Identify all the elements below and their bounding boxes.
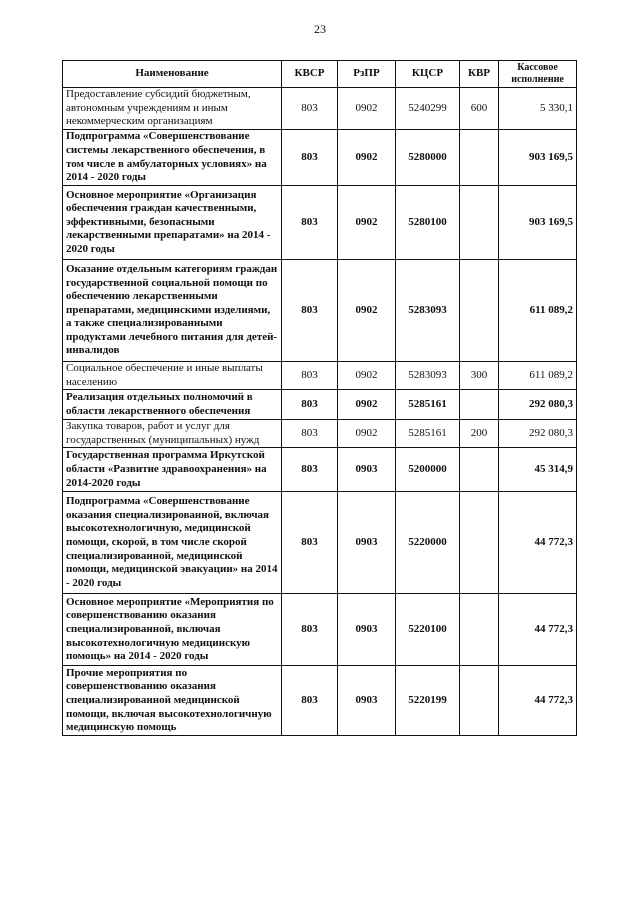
row-rzpr: 0903 <box>338 594 396 666</box>
row-kcsr: 5283093 <box>396 362 460 390</box>
row-kvr <box>460 448 499 492</box>
row-amount: 903 169,5 <box>499 186 577 260</box>
row-kvsr: 803 <box>282 594 338 666</box>
row-amount: 611 089,2 <box>499 260 577 362</box>
row-name: Государственная программа Иркутской области «Развитие здравоохранения» на 2014-2020 годы <box>63 448 282 492</box>
row-kvr: 200 <box>460 420 499 448</box>
row-name: Социальное обеспечение и иные выплаты населению <box>63 362 282 390</box>
row-kvsr: 803 <box>282 130 338 186</box>
row-kvr: 600 <box>460 88 499 130</box>
row-kvsr: 803 <box>282 492 338 594</box>
row-amount: 5 330,1 <box>499 88 577 130</box>
table-row <box>63 594 577 666</box>
row-name: Реализация отдельных полномочий в области лекарственного обеспечения <box>63 390 282 420</box>
row-rzpr: 0902 <box>338 390 396 420</box>
table-row <box>63 390 577 420</box>
page-number: 23 <box>314 22 326 36</box>
row-rzpr: 0903 <box>338 666 396 736</box>
header-kvr: КВР <box>460 61 499 88</box>
row-rzpr: 0902 <box>338 186 396 260</box>
header-kvsr: КВСР <box>282 61 338 88</box>
row-rzpr: 0902 <box>338 88 396 130</box>
row-kcsr: 5285161 <box>396 390 460 420</box>
table-row <box>63 260 577 362</box>
row-kvsr: 803 <box>282 666 338 736</box>
row-kcsr: 5220199 <box>396 666 460 736</box>
row-kcsr: 5220100 <box>396 594 460 666</box>
row-kvr <box>460 594 499 666</box>
row-kvr <box>460 492 499 594</box>
row-kcsr: 5280100 <box>396 186 460 260</box>
row-kvsr: 803 <box>282 448 338 492</box>
header-name: Наименование <box>63 61 282 88</box>
row-amount: 611 089,2 <box>499 362 577 390</box>
table-row <box>63 448 577 492</box>
row-name: Предоставление субсидий бюджетным, автономным учреждениям и иным некоммерческим организациям <box>63 88 282 130</box>
row-kcsr: 5280000 <box>396 130 460 186</box>
row-name: Прочие мероприятия по совершенствованию оказания специализированной медицинской помощи, включая высокотехнологичную медицинскую помощь <box>63 666 282 736</box>
row-kvsr: 803 <box>282 390 338 420</box>
row-name: Подпрограмма «Совершенствование системы лекарственного обеспечения, в том числе в амбулаторных условиях» на 2014 - 2020 годы <box>63 130 282 186</box>
row-rzpr: 0903 <box>338 492 396 594</box>
table-row <box>63 186 577 260</box>
table-row <box>63 130 577 186</box>
row-name: Основное мероприятие «Мероприятия по совершенствованию оказания специализированной, включая высокотехнологичную медицинскую помощь» на 2014 - 2020 годы <box>63 594 282 666</box>
row-kvsr: 803 <box>282 88 338 130</box>
row-kcsr: 5285161 <box>396 420 460 448</box>
row-name: Основное мероприятие «Организация обеспечения граждан качественными, эффективными, безопасными лекарственными препаратами» на 2014 - 2020 годы <box>63 186 282 260</box>
row-amount: 45 314,9 <box>499 448 577 492</box>
table-row <box>63 666 577 736</box>
table-row <box>63 362 577 390</box>
row-kvsr: 803 <box>282 186 338 260</box>
row-name: Оказание отдельным категориям граждан государственной социальной помощи по обеспечению лекарственными препаратами, медицинскими изделиями, а также специализированными продуктами лечебного питания для детей-инвалидов <box>63 260 282 362</box>
row-amount: 44 772,3 <box>499 666 577 736</box>
row-kvsr: 803 <box>282 260 338 362</box>
row-kvr <box>460 130 499 186</box>
row-kcsr: 5220000 <box>396 492 460 594</box>
table-row <box>63 492 577 594</box>
row-kcsr: 5283093 <box>396 260 460 362</box>
header-kcsr: КЦСР <box>396 61 460 88</box>
row-rzpr: 0902 <box>338 420 396 448</box>
header-rzpr: РзПР <box>338 61 396 88</box>
row-kvr <box>460 390 499 420</box>
row-rzpr: 0902 <box>338 362 396 390</box>
row-kvr <box>460 260 499 362</box>
row-kvr: 300 <box>460 362 499 390</box>
budget-table <box>62 60 577 736</box>
row-rzpr: 0903 <box>338 448 396 492</box>
row-name: Подпрограмма «Совершенствование оказания специализированной, включая высокотехнологичную, медицинской помощи, скорой, в том числе скорой специализированной, медицинской помощи, медицинской эвакуации» на 2014 - 2020 годы <box>63 492 282 594</box>
row-kvsr: 803 <box>282 362 338 390</box>
row-kvr <box>460 666 499 736</box>
row-name: Закупка товаров, работ и услуг для государственных (муниципальных) нужд <box>63 420 282 448</box>
table-row <box>63 88 577 130</box>
row-kcsr: 5240299 <box>396 88 460 130</box>
row-amount: 292 080,3 <box>499 420 577 448</box>
row-kvsr: 803 <box>282 420 338 448</box>
row-kcsr: 5200000 <box>396 448 460 492</box>
row-rzpr: 0902 <box>338 130 396 186</box>
row-amount: 903 169,5 <box>499 130 577 186</box>
row-amount: 292 080,3 <box>499 390 577 420</box>
row-amount: 44 772,3 <box>499 492 577 594</box>
row-kvr <box>460 186 499 260</box>
header-kassa: Кассовое исполнение <box>499 61 577 88</box>
row-rzpr: 0902 <box>338 260 396 362</box>
row-amount: 44 772,3 <box>499 594 577 666</box>
table-header-row <box>63 61 577 88</box>
table-row <box>63 420 577 448</box>
